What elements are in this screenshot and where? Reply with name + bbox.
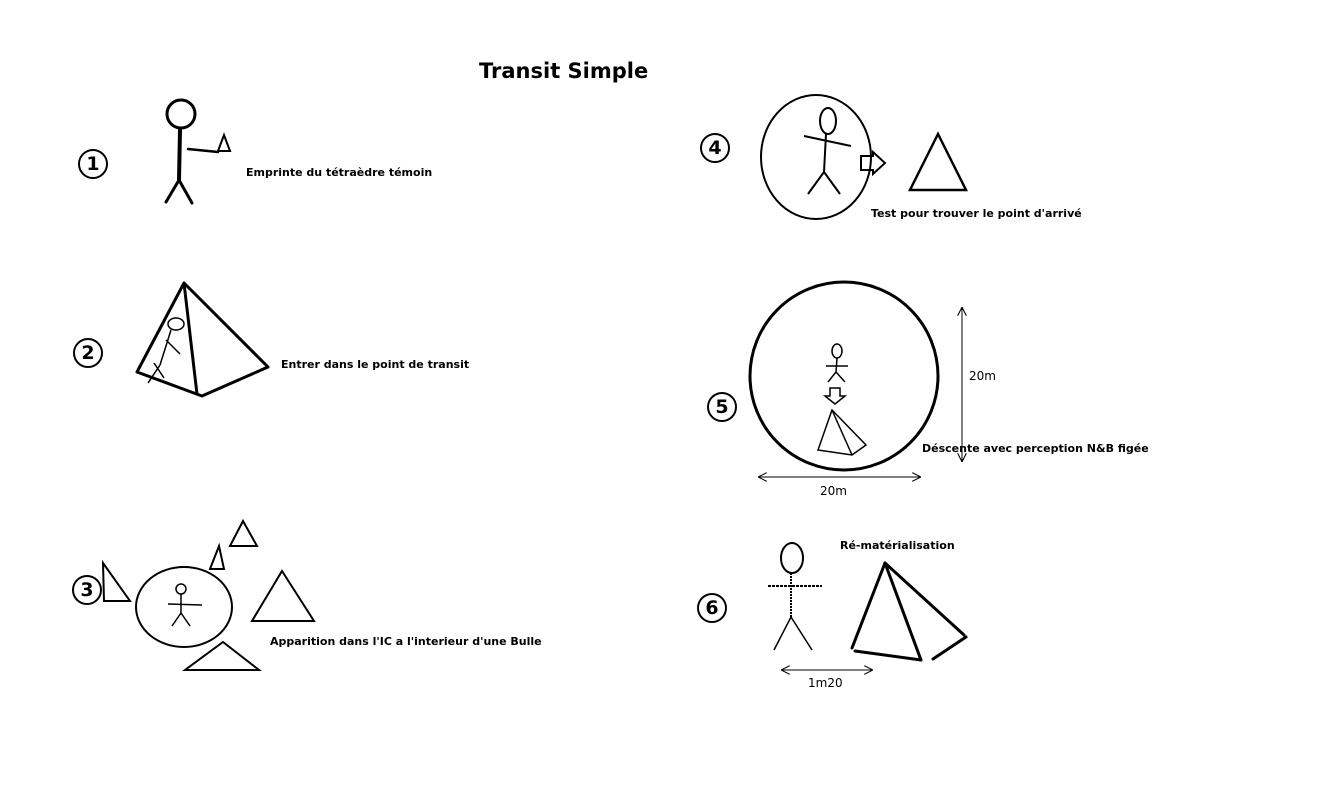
step1-number: 1 xyxy=(78,149,108,179)
step4-target-tetrahedron xyxy=(910,134,966,190)
step3-caption: Apparition dans l'IC a l'interieur d'une Bulle xyxy=(270,635,542,648)
step6-figure xyxy=(768,543,822,650)
step5-height-label: 20m xyxy=(969,369,996,383)
step1-stick-figure xyxy=(166,100,218,203)
step1-caption: Emprinte du tétraèdre témoin xyxy=(246,166,433,179)
step6-pyramid xyxy=(852,563,966,660)
step2-entering-figure xyxy=(148,318,184,383)
step5-sphere xyxy=(750,282,938,470)
step3-bubble xyxy=(136,567,232,647)
step2-pyramid xyxy=(137,283,268,396)
step5-down-arrow-icon xyxy=(825,388,845,404)
step2-number: 2 xyxy=(73,338,103,368)
step5-width-label: 20m xyxy=(820,484,847,498)
step6-caption: Ré-matérialisation xyxy=(840,539,955,552)
step4-caption: Test pour trouver le point d'arrivé xyxy=(871,207,1082,220)
step3-figure xyxy=(168,584,202,626)
step4-figure xyxy=(804,108,851,194)
step5-small-pyramid xyxy=(818,410,866,455)
step2-caption: Entrer dans le point de transit xyxy=(281,358,470,371)
step4-number: 4 xyxy=(700,133,730,163)
step5-number: 5 xyxy=(707,392,737,422)
step4-bubble xyxy=(761,95,871,219)
step6-distance-label: 1m20 xyxy=(808,676,843,690)
step5-figure xyxy=(826,344,848,382)
step4-outline-arrow-icon xyxy=(861,152,885,174)
diagram-title: Transit Simple xyxy=(479,59,649,83)
step6-number: 6 xyxy=(697,593,727,623)
step3-number: 3 xyxy=(72,575,102,605)
step1-tetrahedron-witness xyxy=(218,135,230,151)
step5-caption: Déscente avec perception N&B figée xyxy=(922,442,1149,455)
